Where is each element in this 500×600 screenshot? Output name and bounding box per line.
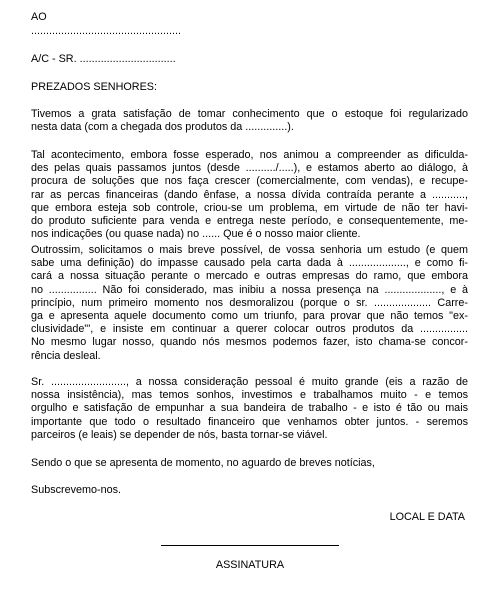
paragraph-1 bbox=[31, 108, 468, 134]
paragraph-line: nos indicações (ou quase nada) no ...... Que é o nosso maior cliente. bbox=[31, 228, 361, 241]
paragraph-4 bbox=[31, 376, 468, 442]
paragraph-line: nossa insistência), mas temos sonhos, investimos e trabalhamos muito - e temos bbox=[31, 389, 468, 402]
paragraph-line: princípio, num primeiro momento nos desmoralizou (porque o sr. ................... Carre- bbox=[31, 296, 468, 309]
paragraph-line: rência desleal. bbox=[31, 349, 101, 362]
signature-line bbox=[161, 545, 339, 546]
paragraph-line: que embora esteja sob controle, criou-se um problema, em virtude de não ter havi- bbox=[31, 201, 468, 214]
paragraph-line: No mesmo lugar nosso, quando nós mesmos podemos fazer, isto chama-se concor- bbox=[31, 336, 468, 349]
recipient-blank: .................................................. bbox=[31, 25, 181, 37]
paragraph-2 bbox=[31, 149, 468, 241]
paragraph-line: cará a nossa situação perante o mercado e outras empresas do ramo, que embora bbox=[31, 270, 468, 283]
closing-line: Sendo o que se apresenta de momento, no aguardo de breves notícias, bbox=[31, 457, 375, 469]
paragraph-line: ga e apresenta aquele documento como um triunfo, para provar que não temos "ex- bbox=[31, 310, 468, 323]
paragraph-line: Tal acontecimento, embora fosse esperado, nos animou a compreender as dificulda- bbox=[31, 149, 468, 161]
paragraph-line: clusividade"', e insiste em continuar a querer colocar outros produtos da ................ bbox=[31, 323, 468, 336]
salutation: PREZADOS SENHORES: bbox=[31, 81, 157, 93]
paragraph-line: procura de soluções que nos faça crescer (comercialmente, com vendas), e recupe- bbox=[31, 175, 468, 188]
paragraph-line: rar as percas financeiras (dando ênfase, a nossa dívida contraída perante a ..........., bbox=[31, 188, 468, 201]
paragraph-line: importante que todo o resultado financeiro que venhamos obter juntos. - seremos bbox=[31, 415, 468, 428]
recipient-label: AO bbox=[31, 11, 47, 23]
paragraph-line: Sr. ........................., a nossa consideração pessoal é muito grande (eis a razão de bbox=[31, 376, 468, 388]
paragraph-line: orgulho e satisfação de empunhar a sua bandeira de trabalho - e isto é tão ou mais bbox=[31, 402, 468, 415]
paragraph-3 bbox=[31, 244, 468, 363]
paragraph-line: nesta data (com a chegada dos produtos da ..............). bbox=[31, 121, 294, 134]
attention-line: A/C - SR. ................................ bbox=[31, 53, 176, 65]
subscription-line: Subscrevemo-nos. bbox=[31, 484, 122, 496]
paragraph-line: Tivemos a grata satisfação de tomar conhecimento que o estoque foi regularizado bbox=[31, 108, 468, 120]
paragraph-line: sabe uma definição) do impasse causado pela carta dada à ..................., e como fi- bbox=[31, 257, 468, 270]
signature-label: ASSINATURA bbox=[215, 558, 285, 571]
paragraph-line: no ................ Não foi considerado, mas inibiu a nossa presença na ..................., e à bbox=[31, 283, 468, 296]
paragraph-line: parceiros (e leais) se depender de nós, basta tornar-se viável. bbox=[31, 428, 328, 441]
place-and-date: LOCAL E DATA bbox=[389, 511, 465, 523]
paragraph-line: do produto suficiente para venda e entrega neste período, e consequentemente, me- bbox=[31, 215, 468, 228]
paragraph-line: des pelas quais passamos juntos (desde ........../.....), e estamos aberto ao diálogo, à bbox=[31, 162, 468, 175]
paragraph-line: Outrossim, solicitamos o mais breve possível, de vossa senhoria um estudo (e quem bbox=[31, 244, 468, 256]
